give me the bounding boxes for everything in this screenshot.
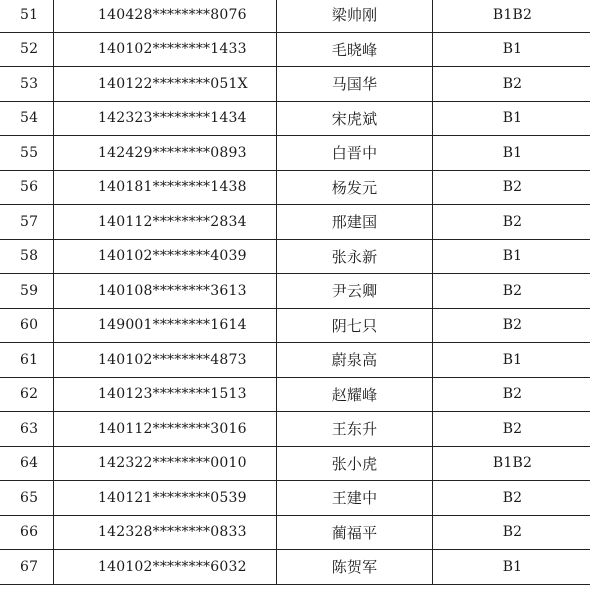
id-number-cell: 140121********0539 [54, 481, 277, 516]
license-class-cell: B2 [433, 308, 590, 343]
row-number-cell: 60 [0, 308, 54, 343]
table-row [0, 308, 590, 343]
license-class-cell: B2 [433, 515, 590, 550]
table-row [0, 274, 590, 309]
id-number-cell: 140181********1438 [54, 170, 277, 205]
id-number-cell: 140112********2834 [54, 205, 277, 240]
name-cell: 张永新 [277, 239, 433, 274]
name-cell: 王建中 [277, 481, 433, 516]
id-number-cell: 142429********0893 [54, 136, 277, 171]
table-row [0, 343, 590, 378]
row-number-cell: 59 [0, 274, 54, 309]
name-cell: 尹云卿 [277, 274, 433, 309]
id-number-cell: 142322********0010 [54, 446, 277, 481]
table-row [0, 205, 590, 240]
license-class-cell: B2 [433, 481, 590, 516]
license-class-cell: B1 [433, 101, 590, 136]
row-number-cell: 66 [0, 515, 54, 550]
row-number-cell: 58 [0, 239, 54, 274]
license-class-cell: B1B2 [433, 0, 590, 32]
license-class-cell: B1 [433, 136, 590, 171]
row-number-cell: 56 [0, 170, 54, 205]
table-row [0, 67, 590, 102]
id-number-cell: 140428********8076 [54, 0, 277, 32]
id-number-cell: 140102********4873 [54, 343, 277, 378]
row-number-cell: 53 [0, 67, 54, 102]
row-number-cell: 54 [0, 101, 54, 136]
row-number-cell: 63 [0, 412, 54, 447]
name-cell: 蔺福平 [277, 515, 433, 550]
table-row [0, 446, 590, 481]
license-class-cell: B2 [433, 412, 590, 447]
name-cell: 陈贺军 [277, 550, 433, 585]
name-cell: 阴七只 [277, 308, 433, 343]
id-number-cell: 142328********0833 [54, 515, 277, 550]
table-row [0, 0, 590, 32]
table-row [0, 412, 590, 447]
table-row [0, 377, 590, 412]
id-number-cell: 140102********1433 [54, 32, 277, 67]
row-number-cell: 65 [0, 481, 54, 516]
license-class-cell: B1 [433, 343, 590, 378]
license-class-cell: B2 [433, 67, 590, 102]
table-row [0, 101, 590, 136]
id-number-cell: 140122********051X [54, 67, 277, 102]
license-class-cell: B2 [433, 170, 590, 205]
id-number-cell: 140108********3613 [54, 274, 277, 309]
license-class-cell: B1B2 [433, 446, 590, 481]
table-row [0, 481, 590, 516]
name-cell: 毛晓峰 [277, 32, 433, 67]
id-number-cell: 140102********4039 [54, 239, 277, 274]
license-class-cell: B1 [433, 550, 590, 585]
license-class-cell: B2 [433, 205, 590, 240]
name-cell: 王东升 [277, 412, 433, 447]
name-cell: 马国华 [277, 67, 433, 102]
row-number-cell: 57 [0, 205, 54, 240]
name-cell: 白晋中 [277, 136, 433, 171]
name-cell: 蔚泉高 [277, 343, 433, 378]
name-cell: 杨发元 [277, 170, 433, 205]
row-number-cell: 62 [0, 377, 54, 412]
license-class-cell: B1 [433, 32, 590, 67]
license-class-cell: B2 [433, 377, 590, 412]
table-row [0, 32, 590, 67]
row-number-cell: 67 [0, 550, 54, 585]
row-number-cell: 64 [0, 446, 54, 481]
name-cell: 宋虎斌 [277, 101, 433, 136]
name-cell: 邢建国 [277, 205, 433, 240]
name-cell: 赵耀峰 [277, 377, 433, 412]
license-class-cell: B2 [433, 274, 590, 309]
id-number-cell: 142323********1434 [54, 101, 277, 136]
table-row [0, 550, 590, 585]
table-row [0, 170, 590, 205]
license-class-cell: B1 [433, 239, 590, 274]
name-cell: 张小虎 [277, 446, 433, 481]
id-number-cell: 140112********3016 [54, 412, 277, 447]
id-number-cell: 140102********6032 [54, 550, 277, 585]
row-number-cell: 55 [0, 136, 54, 171]
row-number-cell: 61 [0, 343, 54, 378]
table-row [0, 515, 590, 550]
row-number-cell: 52 [0, 32, 54, 67]
row-number-cell: 51 [0, 0, 54, 32]
name-cell: 梁帅刚 [277, 0, 433, 32]
id-number-cell: 149001********1614 [54, 308, 277, 343]
table-row [0, 136, 590, 171]
id-number-cell: 140123********1513 [54, 377, 277, 412]
table-row [0, 239, 590, 274]
